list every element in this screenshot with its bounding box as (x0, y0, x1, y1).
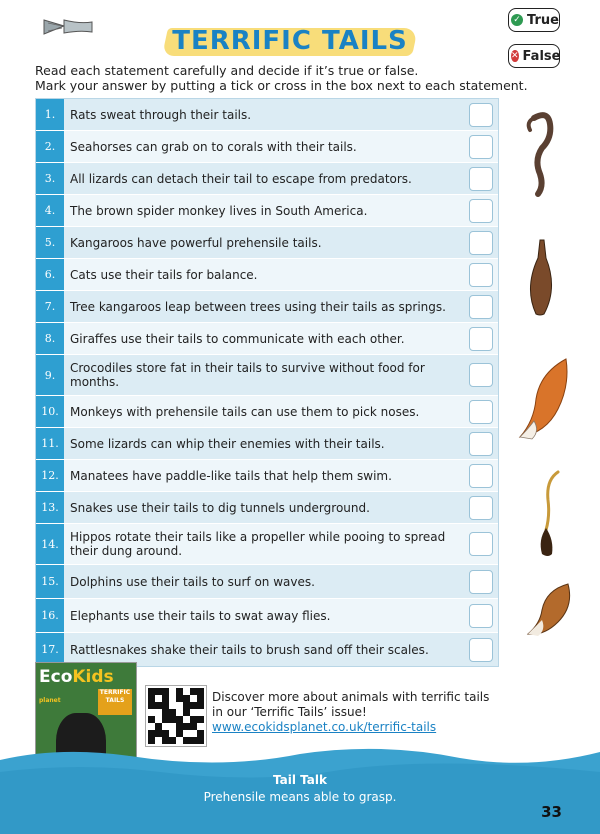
statement-number: 7. (36, 291, 64, 322)
statement-text: Monkeys with prehensile tails can use them to pick noses. (64, 396, 464, 427)
answer-box-cell (464, 428, 498, 459)
fox-tail-illustration (512, 355, 576, 449)
tail-talk-title: Tail Talk (273, 773, 327, 787)
page-number: 33 (541, 803, 562, 821)
answer-checkbox[interactable] (469, 638, 493, 662)
promo-text (212, 690, 489, 735)
statement-text: Giraffes use their tails to communicate with each other. (64, 323, 464, 354)
statement-number: 9. (36, 355, 64, 395)
answer-box-cell (464, 291, 498, 322)
statement-row (36, 354, 498, 395)
answer-box-cell (464, 163, 498, 194)
instructions (35, 63, 528, 93)
statement-text: Cats use their tails for balance. (64, 259, 464, 290)
statement-row (36, 564, 498, 598)
qr-code[interactable] (145, 685, 207, 747)
footer-wave (0, 742, 600, 834)
rat-tail-illustration (520, 108, 560, 202)
statement-row (36, 491, 498, 523)
bushy-tail-illustration (522, 580, 576, 644)
answer-checkbox[interactable] (469, 496, 493, 520)
statement-row (36, 130, 498, 162)
statement-text: Manatees have paddle-like tails that help them swim. (64, 460, 464, 491)
statement-text: Hippos rotate their tails like a propeller while pooing to spread their dung around. (64, 524, 464, 564)
statement-number: 14. (36, 524, 64, 564)
statement-row (36, 598, 498, 632)
cover-badge: TERRIFIC TAILS (98, 689, 132, 715)
instruction-line-2: Mark your answer by putting a tick or cross in the box next to each statement. (35, 78, 528, 93)
answer-box-cell (464, 492, 498, 523)
instruction-line-1: Read each statement carefully and decide if it’s true or false. (35, 63, 419, 78)
page-title-banner (165, 22, 415, 60)
statement-number: 15. (36, 565, 64, 598)
statement-number: 17. (36, 633, 64, 666)
statement-row (36, 258, 498, 290)
answer-box-cell (464, 99, 498, 130)
magazine-logo: EcoKids planet (39, 667, 114, 704)
statement-text: Dolphins use their tails to surf on waves. (64, 565, 464, 598)
fish-tail-illustration (40, 6, 96, 50)
answer-box-cell (464, 460, 498, 491)
true-badge (508, 8, 560, 32)
issue-link[interactable]: www.ecokidsplanet.co.uk/terrific-tails (212, 720, 437, 734)
statement-number: 12. (36, 460, 64, 491)
answer-checkbox[interactable] (469, 327, 493, 351)
answer-box-cell (464, 524, 498, 564)
answer-checkbox[interactable] (469, 135, 493, 159)
answer-box-cell (464, 355, 498, 395)
statement-text: The brown spider monkey lives in South America. (64, 195, 464, 226)
answer-box-cell (464, 131, 498, 162)
statement-text: Elephants use their tails to swat away flies. (64, 599, 464, 632)
false-label: False (522, 48, 561, 64)
page-title: TERRIFIC TAILS (172, 26, 408, 56)
statement-number: 1. (36, 99, 64, 130)
answer-checkbox[interactable] (469, 400, 493, 424)
answer-checkbox[interactable] (469, 532, 493, 556)
statement-number: 4. (36, 195, 64, 226)
statement-text: Some lizards can whip their enemies with their tails. (64, 428, 464, 459)
answer-checkbox[interactable] (469, 295, 493, 319)
statement-row (36, 194, 498, 226)
tail-talk-text: Prehensile means able to grasp. (203, 790, 397, 804)
statement-text: Seahorses can grab on to corals with their tails. (64, 131, 464, 162)
promo-line-1: Discover more about animals with terrific tails (212, 690, 490, 704)
statement-number: 6. (36, 259, 64, 290)
statement-row (36, 226, 498, 258)
statement-row (36, 459, 498, 491)
statement-row (36, 99, 498, 130)
answer-checkbox[interactable] (469, 231, 493, 255)
answer-box-cell (464, 227, 498, 258)
check-icon: ✓ (511, 14, 523, 26)
statement-text: Snakes use their tails to dig tunnels underground. (64, 492, 464, 523)
answer-checkbox[interactable] (469, 464, 493, 488)
statement-text: Crocodiles store fat in their tails to survive without food for months. (64, 355, 464, 395)
statement-row (36, 162, 498, 194)
answer-checkbox[interactable] (469, 263, 493, 287)
statement-number: 2. (36, 131, 64, 162)
statement-text: Tree kangaroos leap between trees using their tails as springs. (64, 291, 464, 322)
answer-box-cell (464, 259, 498, 290)
answer-box-cell (464, 323, 498, 354)
promo-line-2: in our ‘Terrific Tails’ issue! (212, 705, 367, 719)
cross-icon: ✕ (511, 51, 519, 61)
answer-box-cell (464, 396, 498, 427)
statement-row (36, 632, 498, 666)
answer-box-cell (464, 599, 498, 632)
answer-checkbox[interactable] (469, 604, 493, 628)
statements-table (35, 98, 499, 667)
answer-box-cell (464, 633, 498, 666)
statement-row (36, 523, 498, 564)
answer-checkbox[interactable] (469, 432, 493, 456)
beaver-tail-illustration (522, 238, 562, 322)
statement-number: 3. (36, 163, 64, 194)
answer-checkbox[interactable] (469, 363, 493, 387)
answer-checkbox[interactable] (469, 570, 493, 594)
answer-box-cell (464, 565, 498, 598)
statement-number: 16. (36, 599, 64, 632)
answer-checkbox[interactable] (469, 199, 493, 223)
answer-checkbox[interactable] (469, 103, 493, 127)
statement-row (36, 290, 498, 322)
statement-row (36, 395, 498, 427)
answer-box-cell (464, 195, 498, 226)
statement-row (36, 427, 498, 459)
true-label: True (527, 12, 559, 28)
statement-text: All lizards can detach their tail to escape from predators. (64, 163, 464, 194)
statement-text: Rattlesnakes shake their tails to brush sand off their scales. (64, 633, 464, 666)
statement-number: 13. (36, 492, 64, 523)
statement-number: 5. (36, 227, 64, 258)
lion-tail-illustration (528, 470, 568, 564)
statement-number: 10. (36, 396, 64, 427)
statement-text: Rats sweat through their tails. (64, 99, 464, 130)
statement-number: 8. (36, 323, 64, 354)
statement-number: 11. (36, 428, 64, 459)
answer-checkbox[interactable] (469, 167, 493, 191)
statement-row (36, 322, 498, 354)
statement-text: Kangaroos have powerful prehensile tails. (64, 227, 464, 258)
